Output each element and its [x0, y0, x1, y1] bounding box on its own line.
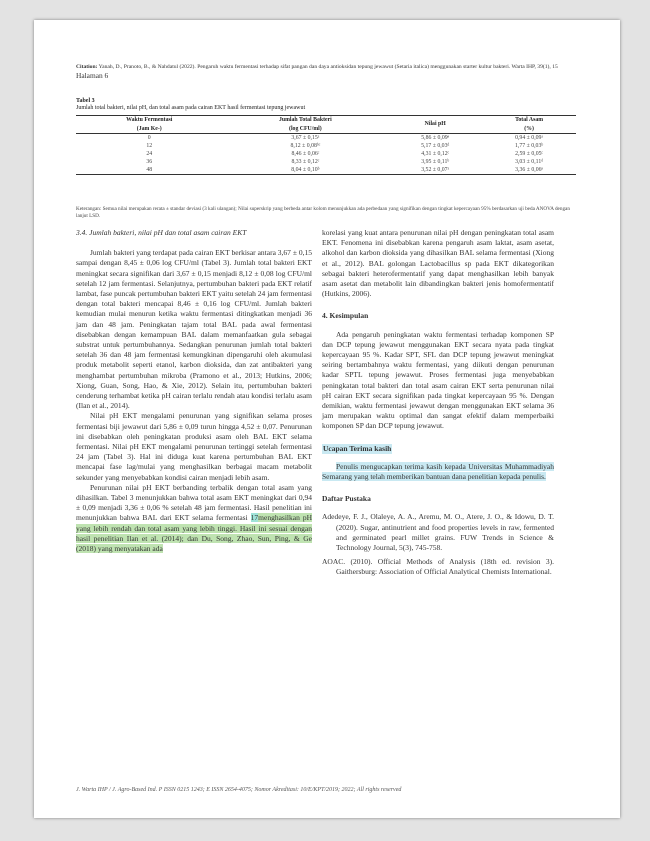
- section-subheading: 3.4. Jumlah bakteri, nilai pH dan total asam cairan EKT: [76, 228, 247, 237]
- thanks-heading-text[interactable]: Ucapan Terima kasih: [323, 443, 392, 453]
- table-cell: 8,46 ± 0,06ᶜ: [291, 151, 320, 158]
- comment-marker[interactable]: 17: [250, 513, 259, 523]
- table-header-time: Waktu Fermentasi: [76, 116, 222, 125]
- reference-item: AOAC. (2010). Official Methods of Analysis (18th ed. revision 3). Gaithersburg: Association of Official Analytical Chemists International.: [322, 557, 554, 577]
- thanks-paragraph: [322, 462, 554, 482]
- results-table: [76, 115, 576, 175]
- table-cell: 3,67 ± 0,15ᵃ: [291, 135, 320, 142]
- table-header-bacteria: Jumlah Total Bakteri: [222, 116, 388, 125]
- body-text: Penurunan nilai pH EKT berbanding terbalik dengan total asam yang dihasilkan. Tabel 3 menunjukkan bahwa total asam EKT meningkat dari 0,94 ± 0,09 menjadi 3,36 ± 0,06 % setelah 48 jam fermentasi. Hasil penelitian ini menunjukkan bahwa BAL dari EKT selama fermentasi: [76, 482, 312, 523]
- table-cell: 24: [146, 151, 153, 158]
- citation-label: Citation:: [76, 64, 98, 70]
- table-cell: 5,86 ± 0,09ᵉ: [421, 135, 450, 142]
- table-cell: 5,17 ± 0,03ᵈ: [421, 143, 450, 150]
- body-paragraph: [76, 483, 312, 554]
- table-cell: 1,77 ± 0,03ᵇ: [514, 143, 544, 150]
- table-note: Keterangan: Semua nilai merupakan rerata ± standar deviasi (3 kali ulangan); Nilai superskrip yang berbeda antar kolom menunjukkan ada perbedaan yang signifikan dengan tingkat kepercayaan 95% berdasarkan uji beda ANOVA dengan lanjut LSD.: [76, 206, 570, 219]
- highlighted-text[interactable]: menghasilkan pH yang lebih rendah dan total asam yang lebih tinggi. Hasil ini sesuai dengan hasil penelitian Ilan et al. (2014); dan Du, Song, Zhao, Sun, Ping, & Ge (2018) yang menyatakan ada: [76, 513, 312, 554]
- table-header-bacteria-unit: (log CFU/ml): [222, 125, 388, 134]
- table-header-acid-unit: (%): [482, 125, 576, 134]
- table-cell: 8,33 ± 0,12ᶜ: [291, 159, 320, 166]
- highlighted-text[interactable]: Penulis mengucapkan terima kasih kepada Universitas Muhammadiyah Semarang yang telah memberikan bantuan dana penelitian kepada penulis.: [322, 461, 554, 482]
- table-cell: 2,59 ± 0,05ᶜ: [515, 151, 543, 158]
- reference-item: Adedeye, F. J., Olaleye, A. A., Aremu, M. O., Atere, J. O., & Idowu, D. T. (2020). Sugar, antinutrient and food properties levels in raw, fermented and germinated pearl millet grains. FUW Trends in Science & Technology Journal, 5(3), 745-758.: [322, 512, 554, 553]
- table-cell: 12: [146, 143, 153, 150]
- body-paragraph: Jumlah bakteri yang terdapat pada cairan EKT berkisar antara 3,67 ± 0,15 sampai dengan 8,45 ± 0,06 log CFU/ml (Tabel 3). Jumlah total bakteri EKT meningkat secara signifikan dari 3,67 ± 0,15 menjadi 8,12 ± 0,08 log CFU/ml setelah 12 jam fermentasi. Selanjutnya, pertumbuhan bakteri pada EKT relatif lambat, fase puncak pertumbuhan bakteri EKT yaitu setelah 24 jam fermentasi dengan total bakteri mencapai 8,46 ± 0,16 log CFU/ml. Jumlah bakteri kemudian mulai menurun ketika waktu fermentasi ditingkatkan menjadi 36 jam dan 48 jam. Peningkatan tajam total BAL pada awal fermentasi disebabkan dengan kemampuan BAL dalam memanfaatkan gula sebagai substrat untuk pertumbuhannya. Sedangkan penurunan jumlah total bakteri setelah 36 dan 48 jam fermentasi kemungkinan dipengaruhi oleh akumulasi produk metabolit seperti etanol, karbon dioksida, dan zat antibakteri yang menghambat pertumbuhan mikroba (Pramono et al., 2013; Hutkins, 2006; Xiong, Guan, Song, Hao, & Xie, 2012). Selain itu, pertumbuhan bakteri cenderung terhambat ketika pH cairan terlalu rendah atau kondisi terlalu asam (Ilan et al., 2014).: [76, 248, 312, 411]
- table-cell: 8,04 ± 0,10ᵇ: [222, 166, 388, 175]
- right-column: [322, 228, 554, 578]
- conclusion-heading: 4. Kesimpulan: [322, 311, 369, 321]
- citation-text: Yanah, D., Pranoto, B., & Nahdatul (2022). Pengaruh waktu fermentasi terhadap sifat pangan dan daya antioksidan tepung jewawut (Setaria italica) menggunakan starter kultur bakteri. Warta IHP, 39(1), 15: [98, 64, 558, 70]
- table-cell: 8,12 ± 0,08ᵇᶜ: [290, 143, 321, 150]
- table-cell: 0: [147, 135, 151, 142]
- table-header-acid: Total Asam: [482, 116, 576, 125]
- body-paragraph: Nilai pH EKT mengalami penurunan yang signifikan selama proses fermentasi biji jewawut dari 5,86 ± 0,09 turun hingga 4,52 ± 0,07. Penurunan ini disebabkan oleh peningkatan produksi asam oleh BAL EKT selama fermentasi. Nilai pH EKT mengalami penurunan tertinggi setelah fermentasi 24 jam (Tabel 3). Hal ini diduga kuat karena pertumbuhan BAL EKT mencapai fase lag/mulai yang menghasilkan berbagai macam metabolit sekunder yang menyebabkan kondisi cairan menjadi lebih asam.: [76, 411, 312, 482]
- citation-header: [76, 64, 576, 79]
- table-cell: 48: [76, 166, 222, 175]
- page-number: Halaman 6: [76, 71, 109, 80]
- table-cell: 36: [146, 159, 153, 166]
- thanks-heading: [322, 444, 554, 454]
- body-paragraph: korelasi yang kuat antara penurunan nilai pH dengan peningkatan total asam EKT. Fenomena ini disebabkan karena pengaruh asam laktat, asam asetat, alkohol dan karbon dioksida yang dihasilkan BAL selama fermentasi (Xiong et al., 2012). BAL golongan Lactobacillus sp pada EKT dikategorikan sebagai bakteri heterofermentatif yang dapat menghasilkan lebih banyak asam asetat dan metabolit lain dibandingkan bakteri jenis homofermentatif (Hutkins, 2006).: [322, 228, 554, 299]
- left-column: [76, 228, 312, 554]
- table-row: [76, 134, 576, 143]
- table-header-time-unit: (Jam Ke-): [76, 125, 222, 134]
- table-cell: 4,31 ± 0,12ᶜ: [421, 151, 450, 158]
- table-header-ph: Nilai pH: [388, 116, 482, 134]
- table-cell: 0,94 ± 0,09ᵃ: [515, 135, 544, 142]
- table-caption: [76, 98, 576, 112]
- table-cell: 3,36 ± 0,06ᵉ: [482, 166, 576, 175]
- page-footer: J. Warta IHP / J. Agro-Based Ind. P ISSN 0215 1243; E ISSN 2654-4075; Nomor Akreditasi: 10/E/KPT/2019; 2022; All rights reserved: [76, 787, 402, 793]
- references-heading: Daftar Pustaka: [322, 494, 371, 504]
- conclusion-paragraph: Ada pengaruh peningkatan waktu fermentasi terhadap komponen SP dan DCP tepung jewawut menggunakan EKT secara nyata pada tingkat kepercayaan 95 %. Kadar SPT, SFL dan DCP tepung jewawut meningkat seiring bertambahnya waktu fermentasi, yang diikuti dengan penurunan kadar SPTL tepung jewawut. Proses fermentasi juga menyebabkan peningkatan total bakteri dan total asam cairan EKT serta penurunan nilai pH cairan EKT secara signifikan pada tingkat kepercayaan 95 %. Dengan demikian, waktu fermentasi jewawut dengan menggunakan EKT selama 36 jam merupakan waktu optimal dan sangat efektif dalam memperbaiki komponen SP dan DCP tepung jewawut.: [322, 329, 554, 431]
- table-row: [76, 158, 576, 166]
- table-row: [76, 150, 576, 158]
- table-row: [76, 166, 576, 175]
- table-cell: 3,03 ± 0,11ᵈ: [515, 159, 544, 166]
- table-caption-text: Jumlah total bakteri, nilai pH, dan total asam pada cairan EKT hasil fermentasi tepung jewawut: [76, 105, 306, 111]
- document-page: [34, 20, 620, 818]
- table-title: Tabel 3: [76, 98, 95, 104]
- table-row: [76, 142, 576, 150]
- table-cell: 3,95 ± 0,11ᵇ: [421, 159, 450, 166]
- table-cell: 3,52 ± 0,07ᵃ: [388, 166, 482, 175]
